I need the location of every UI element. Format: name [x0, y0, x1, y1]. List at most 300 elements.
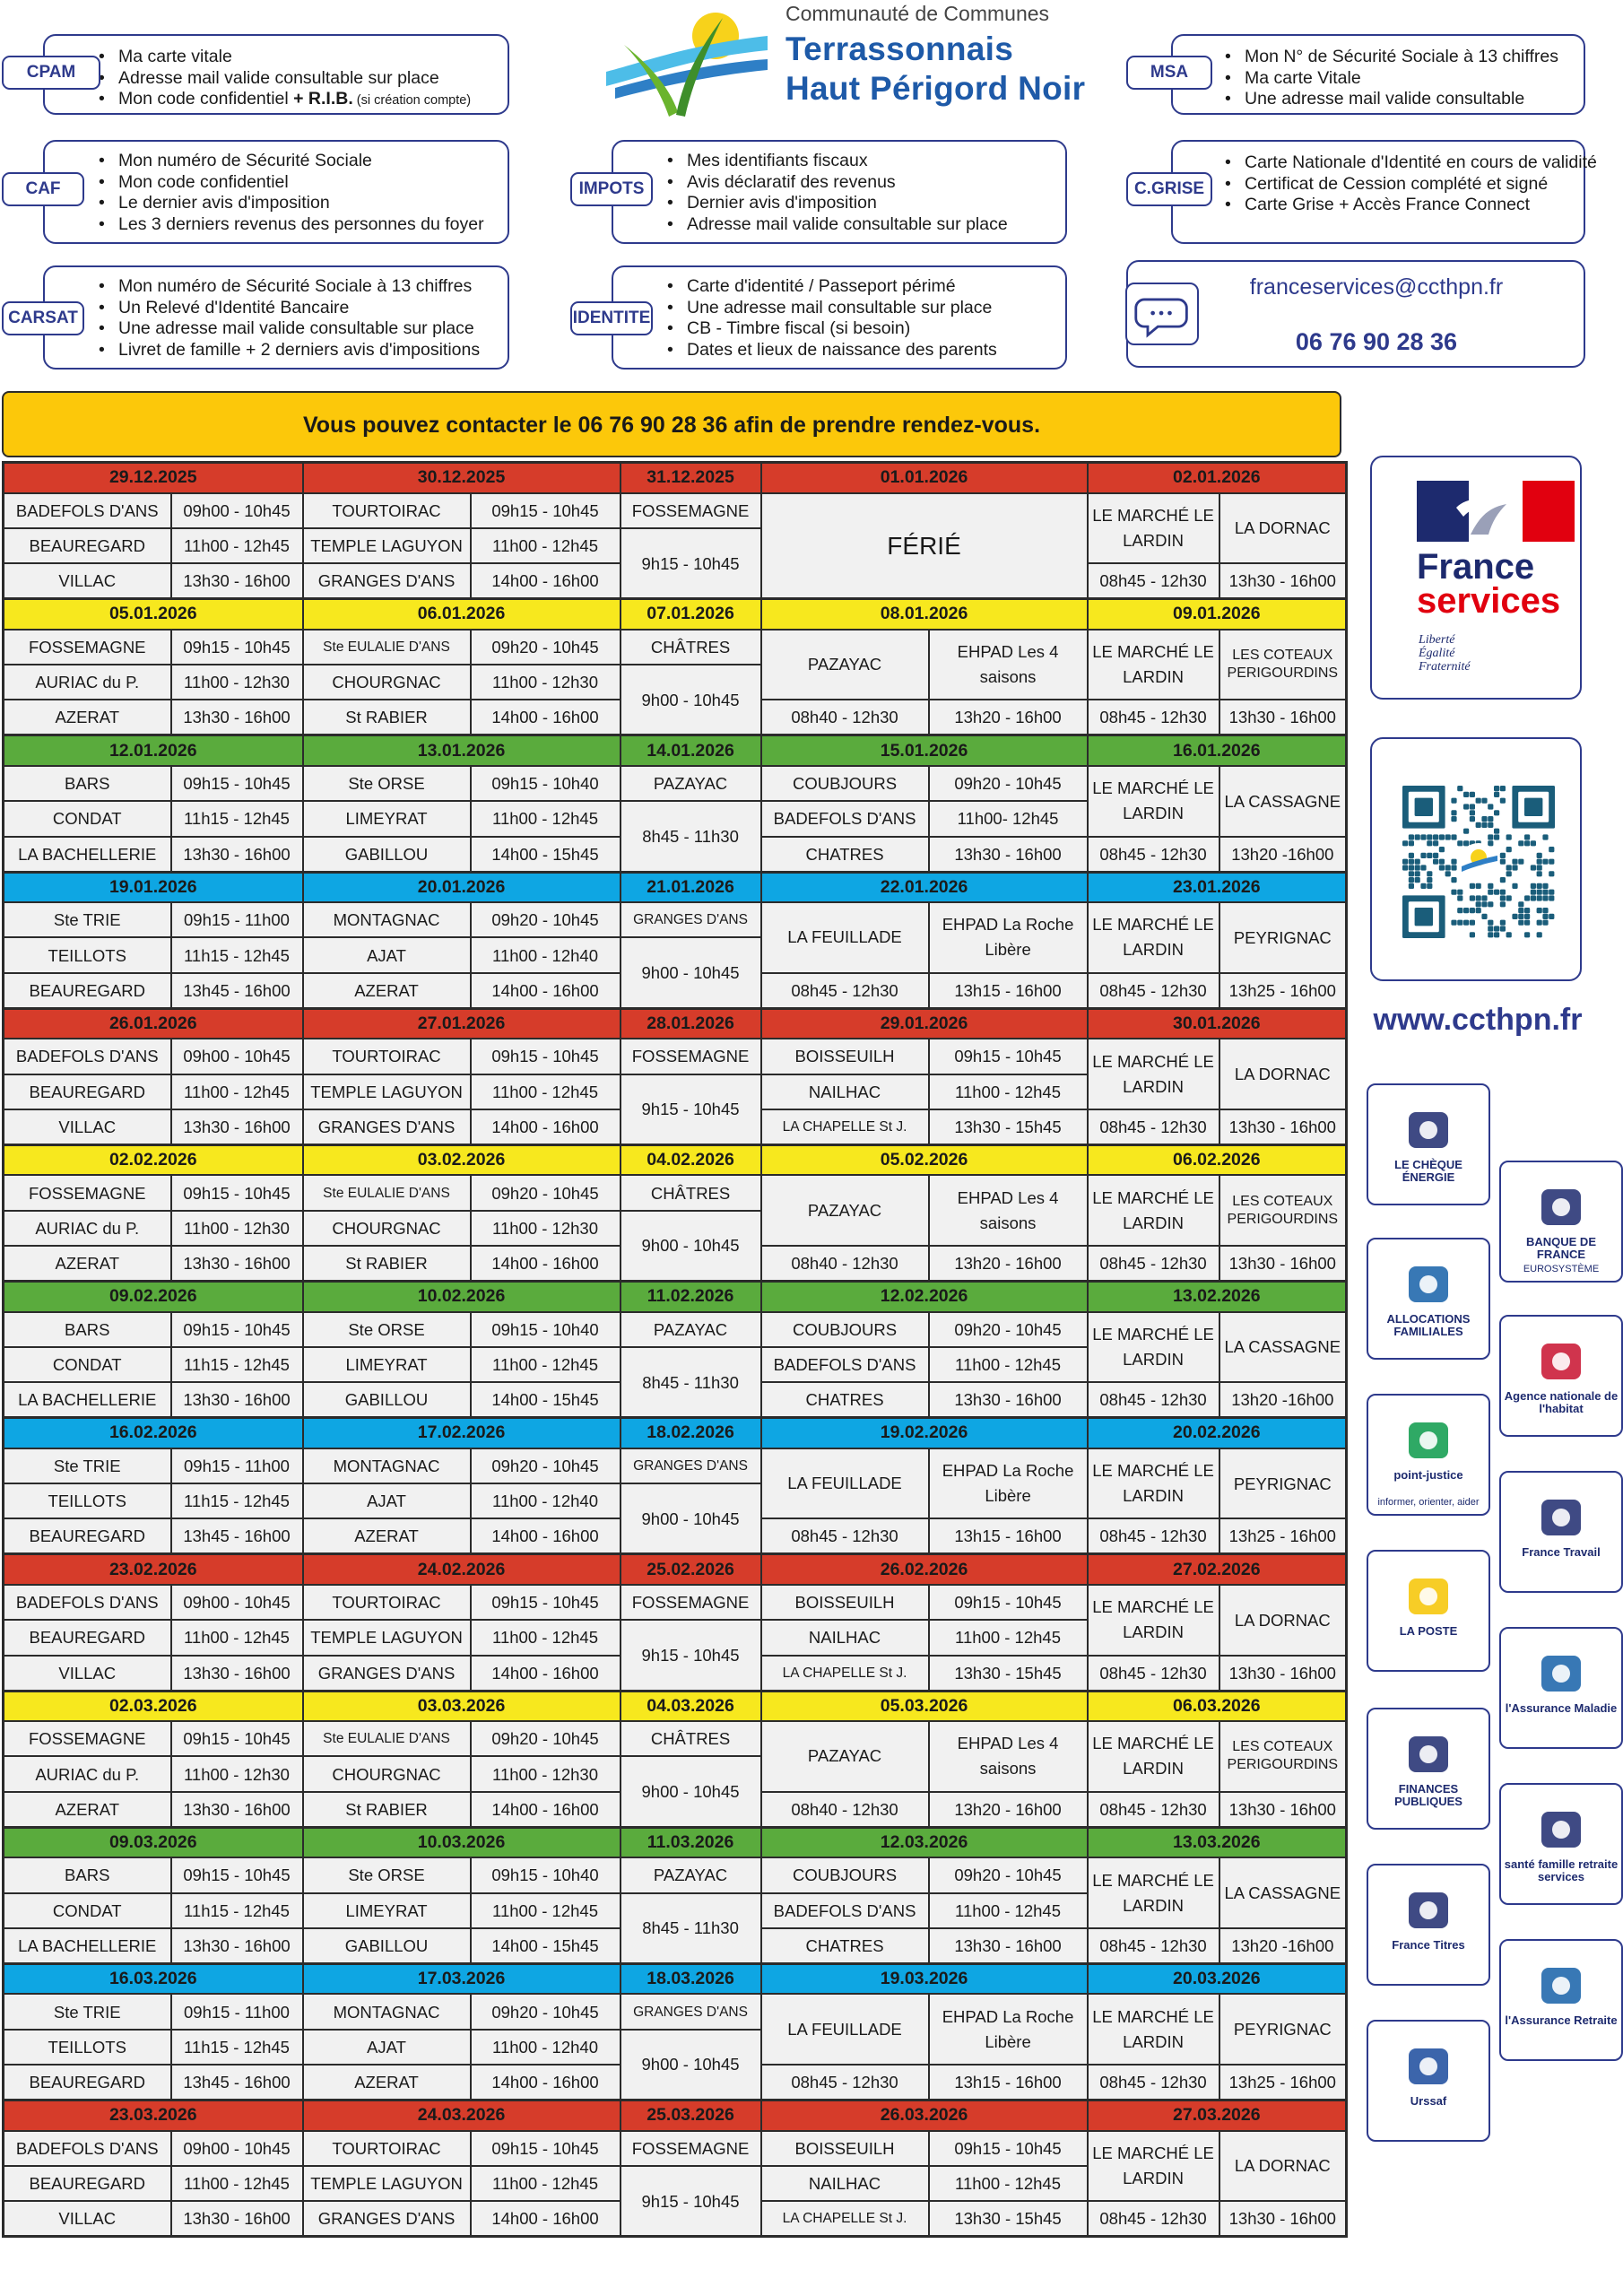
partner-label: l'Assurance Maladie [1505, 1701, 1618, 1715]
day-date: 30.01.2026 [1088, 1008, 1347, 1039]
time-cell: 13h30 - 16h00 [1219, 1109, 1347, 1144]
day-date: 07.01.2026 [621, 599, 761, 630]
day-date: 28.01.2026 [621, 1008, 761, 1039]
time-cell: 9h00 - 10h45 [621, 665, 761, 735]
assurance-retraite-icon [1501, 1964, 1621, 2012]
info-box-msa [1171, 34, 1585, 115]
info-item: • Carte Grise + Accès France Connect [1225, 195, 1597, 216]
info-item: • Dates et lieux de naissance des parents [667, 340, 997, 361]
assurance-maladie-icon [1501, 1652, 1621, 1700]
time-cell: 09h00 - 10h45 [171, 2131, 303, 2166]
time-cell: 13h30 - 16h00 [1219, 700, 1347, 735]
day-date: 23.03.2026 [4, 2100, 303, 2131]
place-cell: EHPAD La Roche Libère [929, 1448, 1088, 1519]
time-cell: 09h15 - 10h40 [471, 766, 621, 801]
time-cell: 08h45 - 12h30 [1088, 973, 1219, 1008]
place-cell: FOSSEMAGNE [621, 2131, 761, 2166]
place-cell: FOSSEMAGNE [621, 1585, 761, 1620]
place-cell: CHÂTRES [621, 630, 761, 665]
info-box-cpam [43, 34, 509, 115]
time-cell: 13h15 - 16h00 [929, 2065, 1088, 2100]
place-cell: Ste EULALIE D'ANS [303, 1721, 471, 1756]
time-cell: 13h30 - 16h00 [171, 563, 303, 598]
time-cell: 09h15 - 10h40 [471, 1312, 621, 1347]
place-cell: AZERAT [303, 1518, 471, 1553]
place-cell: AZERAT [4, 1246, 171, 1281]
time-cell: 11h00 - 12h45 [471, 1620, 621, 1655]
place-cell: PEYRIGNAC [1219, 1448, 1347, 1519]
time-cell: 11h00 - 12h45 [471, 1074, 621, 1109]
time-cell: 11h00 - 12h40 [471, 937, 621, 972]
time-cell: 09h15 - 10h45 [171, 1175, 303, 1210]
place-cell: LIMEYRAT [303, 1893, 471, 1928]
time-cell: 11h15 - 12h45 [171, 2030, 303, 2065]
time-cell: 11h15 - 12h45 [171, 801, 303, 836]
time-cell: 11h00 - 12h45 [471, 1347, 621, 1382]
day-date: 25.02.2026 [621, 1554, 761, 1585]
time-cell: 13h30 - 16h00 [929, 1928, 1088, 1963]
place-cell: CHÂTRES [621, 1721, 761, 1756]
place-cell: TEILLOTS [4, 2030, 171, 2065]
schedule-row [4, 1175, 1347, 1210]
place-cell: GRANGES D'ANS [621, 902, 761, 937]
info-item: • Le dernier avis d'imposition [99, 193, 484, 214]
time-cell: 09h20 - 10h45 [471, 630, 621, 665]
time-cell: 08h45 - 12h30 [1088, 2201, 1219, 2236]
place-cell: PAZAYAC [621, 1857, 761, 1892]
appointment-banner: Vous pouvez contacter le 06 76 90 28 36 afin de prendre rendez-vous. [2, 391, 1341, 457]
place-cell: AURIAC du P. [4, 1756, 171, 1791]
ccthpn-logo [606, 0, 1085, 120]
place-cell: Ste EULALIE D'ANS [303, 630, 471, 665]
day-date: 27.03.2026 [1088, 2100, 1347, 2131]
week-block [4, 872, 1347, 1008]
time-cell: 11h00 - 12h45 [171, 1074, 303, 1109]
day-date: 23.01.2026 [1088, 872, 1347, 902]
tag-msa: MSA [1126, 56, 1212, 90]
day-date: 17.03.2026 [303, 1963, 621, 1994]
place-cell: LIMEYRAT [303, 1347, 471, 1382]
partner-label: France Titres [1392, 1938, 1465, 1952]
time-cell: 11h15 - 12h45 [171, 1893, 303, 1928]
place-cell: CONDAT [4, 1347, 171, 1382]
week-header [4, 1554, 1347, 1585]
place-cell: EHPAD La Roche Libère [929, 1994, 1088, 2065]
partner-label: l'Assurance Retraite [1505, 2013, 1618, 2027]
day-date: 18.02.2026 [621, 1418, 761, 1448]
week-block [4, 1418, 1347, 1554]
place-cell: LE MARCHÉ LE LARDIN [1088, 1857, 1219, 1928]
time-cell: 08h40 - 12h30 [761, 1246, 929, 1281]
day-date: 18.03.2026 [621, 1963, 761, 1994]
france-services-logo [1370, 456, 1582, 700]
partner-label: LA POSTE [1399, 1624, 1458, 1638]
week-block [4, 1144, 1347, 1281]
place-cell: LE MARCHÉ LE LARDIN [1088, 1039, 1219, 1109]
website-link[interactable]: www.ccthpn.fr [1373, 1003, 1583, 1037]
time-cell: 09h15 - 10h45 [171, 1857, 303, 1892]
info-item: • Une adresse mail consultable sur place [667, 298, 997, 319]
place-cell: MONTAGNAC [303, 1448, 471, 1483]
day-date: 27.02.2026 [1088, 1554, 1347, 1585]
place-cell: TEMPLE LAGUYON [303, 1074, 471, 1109]
partner-label: Urssaf [1410, 2094, 1447, 2108]
msa-icon [1501, 1808, 1621, 1856]
day-date: 20.03.2026 [1088, 1963, 1347, 1994]
time-cell: 11h00 - 12h40 [471, 2030, 621, 2065]
time-cell: 09h15 - 10h45 [471, 493, 621, 528]
info-item: • CB - Timbre fiscal (si besoin) [667, 318, 997, 340]
time-cell: 9h15 - 10h45 [621, 1074, 761, 1145]
time-cell: 08h45 - 12h30 [1088, 700, 1219, 735]
qr-code-icon[interactable] [1402, 768, 1555, 956]
day-date: 29.01.2026 [761, 1008, 1088, 1039]
partner-caf [1367, 1238, 1490, 1360]
week-block [4, 1691, 1347, 1827]
place-cell: Ste ORSE [303, 1857, 471, 1892]
point-justice-icon [1368, 1419, 1488, 1466]
info-item: • Dernier avis d'imposition [667, 193, 1008, 214]
time-cell: 14h00 - 16h00 [471, 563, 621, 598]
time-cell: 13h30 - 15h45 [929, 2201, 1088, 2236]
place-cell: BADEFOLS D'ANS [761, 801, 929, 836]
day-date: 16.03.2026 [4, 1963, 303, 1994]
day-date: 16.02.2026 [4, 1418, 303, 1448]
place-cell: LA DORNAC [1219, 1585, 1347, 1656]
place-cell: CHOURGNAC [303, 1211, 471, 1246]
place-cell: CHOURGNAC [303, 1756, 471, 1791]
place-cell: COUBJOURS [761, 766, 929, 801]
place-cell: LES COTEAUX PERIGOURDINS [1219, 630, 1347, 700]
time-cell: 09h15 - 10h45 [171, 630, 303, 665]
day-date: 06.01.2026 [303, 599, 621, 630]
partner-sublabel: EUROSYSTÈME [1523, 1264, 1600, 1274]
time-cell: 9h00 - 10h45 [621, 937, 761, 1008]
anah-icon [1501, 1340, 1621, 1387]
time-cell: 13h20 - 16h00 [929, 700, 1088, 735]
partner-label: France Travail [1522, 1545, 1601, 1559]
time-cell: 8h45 - 11h30 [621, 1893, 761, 1964]
place-cell: AZERAT [4, 1792, 171, 1827]
time-cell: 11h00 - 12h45 [171, 1620, 303, 1655]
time-cell: 13h30 - 15h45 [929, 1656, 1088, 1691]
info-item: • Avis déclaratif des revenus [667, 172, 1008, 194]
place-cell: CONDAT [4, 1893, 171, 1928]
schedule-row [4, 1039, 1347, 1074]
time-cell: 13h30 - 16h00 [171, 1792, 303, 1827]
week-header [4, 1008, 1347, 1039]
place-cell: LES COTEAUX PERIGOURDINS [1219, 1175, 1347, 1246]
time-cell: 13h45 - 16h00 [171, 973, 303, 1008]
time-cell: 09h15 - 10h40 [471, 1857, 621, 1892]
place-cell: TOURTOIRAC [303, 1039, 471, 1074]
day-date: 10.02.2026 [303, 1282, 621, 1312]
qr-code-card[interactable] [1370, 737, 1582, 981]
day-date: 12.01.2026 [4, 735, 303, 766]
place-cell: COUBJOURS [761, 1857, 929, 1892]
info-item: • Mon N° de Sécurité Sociale à 13 chiffres [1225, 47, 1558, 68]
week-block [4, 463, 1347, 599]
place-cell: EHPAD La Roche Libère [929, 902, 1088, 973]
time-cell: 08h45 - 12h30 [1088, 2065, 1219, 2100]
schedule-row [4, 1994, 1347, 2029]
week-block [4, 599, 1347, 735]
time-cell: 13h15 - 16h00 [929, 1518, 1088, 1553]
place-cell: Ste ORSE [303, 1312, 471, 1347]
week-header [4, 2100, 1347, 2131]
day-date: 31.12.2025 [621, 463, 761, 493]
time-cell: 09h15 - 11h00 [171, 902, 303, 937]
time-cell: 09h15 - 10h45 [471, 1585, 621, 1620]
place-cell: LA CASSAGNE [1219, 1312, 1347, 1383]
place-cell: VILLAC [4, 1656, 171, 1691]
place-cell: Ste EULALIE D'ANS [303, 1175, 471, 1210]
schedule-row [4, 493, 1347, 528]
place-cell: BEAUREGARD [4, 1074, 171, 1109]
time-cell: 14h00 - 15h45 [471, 837, 621, 872]
time-cell: 13h30 - 16h00 [929, 1382, 1088, 1417]
place-cell: LA DORNAC [1219, 493, 1347, 564]
place-cell: LE MARCHÉ LE LARDIN [1088, 630, 1219, 700]
partner-finances-publiques [1367, 1708, 1490, 1830]
contact-phone[interactable]: 06 76 90 28 36 [1295, 328, 1458, 355]
partner-point-justice [1367, 1394, 1490, 1516]
time-cell: 13h30 - 16h00 [171, 837, 303, 872]
partner-assurance-retraite [1499, 1939, 1623, 2061]
day-date: 13.02.2026 [1088, 1282, 1347, 1312]
partner-france-titres [1367, 1864, 1490, 1986]
place-cell: EHPAD Les 4 saisons [929, 630, 1088, 700]
partner-label: santé famille retraite services [1504, 1857, 1619, 1883]
time-cell: 14h00 - 16h00 [471, 1246, 621, 1281]
time-cell: 14h00 - 16h00 [471, 2201, 621, 2236]
schedule-row [4, 1312, 1347, 1347]
place-cell: CHATRES [761, 837, 929, 872]
day-date: 29.12.2025 [4, 463, 303, 493]
time-cell: 08h45 - 12h30 [761, 1518, 929, 1553]
time-cell: 09h15 - 10h45 [471, 2131, 621, 2166]
place-cell: NAILHAC [761, 1074, 929, 1109]
time-cell: 11h15 - 12h45 [171, 1347, 303, 1382]
tag-carsat: CARSAT [2, 301, 84, 335]
time-cell: 13h30 - 16h00 [171, 1382, 303, 1417]
day-date: 19.02.2026 [761, 1418, 1088, 1448]
place-cell: AZERAT [4, 700, 171, 735]
france-travail-icon [1501, 1496, 1621, 1544]
time-cell: 11h00 - 12h45 [471, 1893, 621, 1928]
day-date: 16.01.2026 [1088, 735, 1347, 766]
week-block [4, 1827, 1347, 1963]
place-cell: TOURTOIRAC [303, 1585, 471, 1620]
place-cell: GRANGES D'ANS [303, 563, 471, 598]
time-cell: 09h15 - 11h00 [171, 1448, 303, 1483]
time-cell: 09h20 - 10h45 [471, 1448, 621, 1483]
place-cell: MONTAGNAC [303, 902, 471, 937]
info-item: • Un Relevé d'Identité Bancaire [99, 298, 480, 319]
place-cell: GABILLOU [303, 1382, 471, 1417]
time-cell: 11h00 - 12h45 [929, 1620, 1088, 1655]
info-item: • Mon code confidentiel [99, 172, 484, 194]
partner-banque-de-france [1499, 1161, 1623, 1283]
place-cell: BEAUREGARD [4, 2166, 171, 2201]
time-cell: 8h45 - 11h30 [621, 1347, 761, 1418]
time-cell: 8h45 - 11h30 [621, 801, 761, 872]
time-cell: 09h15 - 10h45 [929, 1039, 1088, 1074]
time-cell: 09h20 - 10h45 [471, 1175, 621, 1210]
place-cell: BEAUREGARD [4, 528, 171, 563]
week-block [4, 1554, 1347, 1691]
info-item: • Une adresse mail valide consultable [1225, 89, 1558, 110]
place-cell: AJAT [303, 2030, 471, 2065]
place-cell: Ste TRIE [4, 1994, 171, 2029]
time-cell: 09h00 - 10h45 [171, 1039, 303, 1074]
day-date: 06.03.2026 [1088, 1691, 1347, 1721]
time-cell: 08h45 - 12h30 [1088, 1656, 1219, 1691]
time-cell: 11h00 - 12h30 [471, 1211, 621, 1246]
place-cell: NAILHAC [761, 2166, 929, 2201]
time-cell: 09h15 - 10h45 [171, 1312, 303, 1347]
place-cell: LA BACHELLERIE [4, 1382, 171, 1417]
time-cell: 08h45 - 12h30 [1088, 1928, 1219, 1963]
week-header [4, 599, 1347, 630]
ccthpn-emblem-icon [606, 0, 768, 120]
place-cell: St RABIER [303, 700, 471, 735]
time-cell: 11h00 - 12h45 [471, 528, 621, 563]
time-cell: 13h20 - 16h00 [929, 1246, 1088, 1281]
week-header [4, 1282, 1347, 1312]
week-header [4, 1691, 1347, 1721]
place-cell: GABILLOU [303, 837, 471, 872]
place-cell: LE MARCHÉ LE LARDIN [1088, 766, 1219, 837]
time-cell: 13h30 - 16h00 [1219, 2201, 1347, 2236]
time-cell: 09h15 - 10h45 [471, 1039, 621, 1074]
finances-publiques-icon [1368, 1733, 1488, 1780]
day-date: 09.03.2026 [4, 1827, 303, 1857]
day-date: 05.02.2026 [761, 1144, 1088, 1175]
partner-label: point-justice [1393, 1468, 1463, 1482]
time-cell: 09h15 - 11h00 [171, 1994, 303, 2029]
time-cell: 11h00 - 12h30 [471, 1756, 621, 1791]
place-cell: BARS [4, 1857, 171, 1892]
place-cell: GRANGES D'ANS [303, 2201, 471, 2236]
partner-label: ALLOCATIONS FAMILIALES [1386, 1312, 1471, 1338]
time-cell: 08h45 - 12h30 [761, 2065, 929, 2100]
time-cell: 11h00 - 12h30 [171, 1211, 303, 1246]
time-cell: 09h20 - 10h45 [929, 1312, 1088, 1347]
week-header [4, 1144, 1347, 1175]
place-cell: LE MARCHÉ LE LARDIN [1088, 1721, 1219, 1792]
day-date: 23.02.2026 [4, 1554, 303, 1585]
place-cell: FOSSEMAGNE [4, 630, 171, 665]
day-date: 19.01.2026 [4, 872, 303, 902]
time-cell: 11h00 - 12h45 [171, 528, 303, 563]
place-cell: BADEFOLS D'ANS [4, 493, 171, 528]
time-cell: 09h20 - 10h45 [929, 1857, 1088, 1892]
info-box-caf [43, 140, 509, 244]
day-date: 10.03.2026 [303, 1827, 621, 1857]
partner-label: FINANCES PUBLIQUES [1394, 1782, 1462, 1808]
place-cell: BARS [4, 766, 171, 801]
place-cell: LA FEUILLADE [761, 902, 929, 973]
place-cell: GRANGES D'ANS [303, 1656, 471, 1691]
place-cell: LE MARCHÉ LE LARDIN [1088, 2131, 1219, 2202]
time-cell: 09h15 - 10h45 [171, 766, 303, 801]
place-cell: LE MARCHÉ LE LARDIN [1088, 493, 1219, 564]
info-item: • Certificat de Cession complété et signé [1225, 174, 1597, 196]
time-cell: 13h30 - 16h00 [171, 1656, 303, 1691]
place-cell: GRANGES D'ANS [303, 1109, 471, 1144]
place-cell: CHATRES [761, 1928, 929, 1963]
place-cell: LE MARCHÉ LE LARDIN [1088, 1585, 1219, 1656]
cheque-energie-icon [1368, 1109, 1488, 1156]
time-cell: 11h00 - 12h45 [929, 1074, 1088, 1109]
day-date: 02.01.2026 [1088, 463, 1347, 493]
week-block [4, 2100, 1347, 2237]
place-cell: St RABIER [303, 1792, 471, 1827]
week-block [4, 1008, 1347, 1144]
day-date: 17.02.2026 [303, 1418, 621, 1448]
partner-label: BANQUE DE FRANCE [1525, 1235, 1596, 1261]
time-cell: 09h20 - 10h45 [471, 1994, 621, 2029]
time-cell: 9h00 - 10h45 [621, 1483, 761, 1554]
time-cell: 13h25 - 16h00 [1219, 1518, 1347, 1553]
time-cell: 13h25 - 16h00 [1219, 2065, 1347, 2100]
time-cell: 09h20 - 10h45 [929, 766, 1088, 801]
place-cell: EHPAD Les 4 saisons [929, 1175, 1088, 1246]
time-cell: 13h30 - 16h00 [1219, 1246, 1347, 1281]
time-cell: 08h45 - 12h30 [1088, 1382, 1219, 1417]
schedule-row [4, 2131, 1347, 2166]
tag-c-grise: C.GRISE [1126, 172, 1212, 206]
tag-caf: CAF [2, 172, 84, 206]
place-cell: LA FEUILLADE [761, 1994, 929, 2065]
week-header [4, 872, 1347, 902]
day-date: 09.02.2026 [4, 1282, 303, 1312]
day-date: 06.02.2026 [1088, 1144, 1347, 1175]
place-cell: LA CASSAGNE [1219, 1857, 1347, 1928]
place-cell: Ste ORSE [303, 766, 471, 801]
day-date: 13.03.2026 [1088, 1827, 1347, 1857]
la-poste-icon [1368, 1575, 1488, 1622]
info-item: • Carte d'identité / Passeport périmé [667, 276, 997, 298]
place-cell: VILLAC [4, 563, 171, 598]
place-cell: CONDAT [4, 801, 171, 836]
time-cell: 08h45 - 12h30 [1088, 837, 1219, 872]
place-cell: NAILHAC [761, 1620, 929, 1655]
time-cell: 08h45 - 12h30 [1088, 1518, 1219, 1553]
place-cell: CHÂTRES [621, 1175, 761, 1210]
time-cell: 09h15 - 10h45 [929, 1585, 1088, 1620]
time-cell: 13h20 -16h00 [1219, 837, 1347, 872]
day-date: 12.02.2026 [761, 1282, 1088, 1312]
time-cell: 13h30 - 16h00 [1219, 563, 1347, 598]
week-header [4, 1963, 1347, 1994]
place-cell: LE MARCHÉ LE LARDIN [1088, 902, 1219, 973]
time-cell: 08h45 - 12h30 [1088, 563, 1219, 598]
day-date: 30.12.2025 [303, 463, 621, 493]
contact-email[interactable]: franceservices@ccthpn.fr [1249, 274, 1504, 300]
time-cell: 13h20 -16h00 [1219, 1928, 1347, 1963]
day-date: 03.03.2026 [303, 1691, 621, 1721]
place-cell: FOSSEMAGNE [4, 1721, 171, 1756]
time-cell: 08h45 - 12h30 [761, 973, 929, 1008]
time-cell: 14h00 - 15h45 [471, 1382, 621, 1417]
place-cell: BEAUREGARD [4, 2065, 171, 2100]
info-item: • Carte Nationale d'Identité en cours de validité [1225, 152, 1597, 174]
time-cell: 9h15 - 10h45 [621, 528, 761, 599]
schedule-row [4, 766, 1347, 801]
time-cell: 13h30 - 16h00 [171, 1246, 303, 1281]
